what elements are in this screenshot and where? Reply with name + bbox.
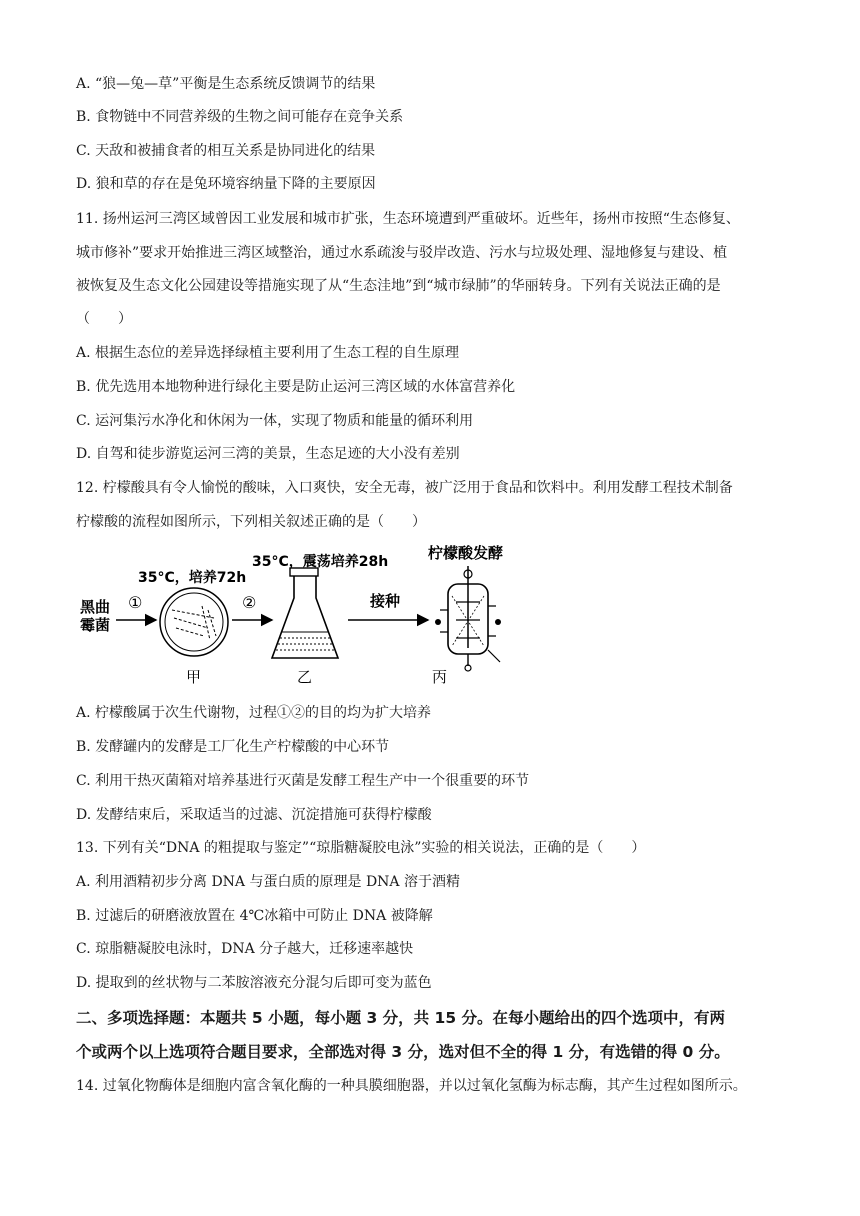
q13-stem: 13. 下列有关“DNA 的粗提取与鉴定”“琼脂糖凝胶电泳”实验的相关说法，正确的是（ ） <box>76 840 646 856</box>
q11-answer-paren: （ ） <box>76 311 132 327</box>
q12-option-c: C. 利用干热灭菌箱对培养基进行灭菌是发酵工程生产中一个很重要的环节 <box>76 773 530 789</box>
q10-option-c: C. 天敌和被捕食者的相互关系是协同进化的结果 <box>76 143 376 159</box>
q11-option-b: B. 优先选用本地物种进行绿化主要是防止运河三湾区域的水体富营养化 <box>76 379 516 395</box>
inoculate-label: 接种 <box>370 592 401 610</box>
q12-stem-line-1: 12. 柠檬酸具有令人愉悦的酸味，入口爽快，安全无毒，被广泛用于食品和饮料中。利用发酵工程技术制备 <box>76 480 733 496</box>
q12-option-d: D. 发酵结束后，采取适当的过滤、沉淀措施可获得柠檬酸 <box>76 807 432 823</box>
step-1-label: ① <box>128 593 143 612</box>
fermentation-title: 柠檬酸发酵 <box>428 544 504 562</box>
fermenter-tank-icon <box>435 566 501 671</box>
label-bing: 丙 <box>432 668 448 686</box>
q13-option-b: B. 过滤后的研磨液放置在 4℃冰箱中可防止 DNA 被降解 <box>76 908 433 924</box>
q10-option-a: A. “狼—兔—草”平衡是生态系统反馈调节的结果 <box>76 76 376 92</box>
label-yi: 乙 <box>297 668 313 686</box>
section-2-heading-line-2: 个或两个以上选项符合题目要求，全部选对得 3 分，选对但不全的得 1 分，有选错的得 0 分。 <box>76 1043 730 1061</box>
source-label-top: 黑曲 <box>80 598 111 616</box>
q11-stem-line-3: 被恢复及生态文化公园建设等措施实现了从“生态洼地”到“城市绿肺”的华丽转身。下列有关说法正确的是 <box>76 278 721 294</box>
q12-option-a: A. 柠檬酸属于次生代谢物，过程①②的目的均为扩大培养 <box>76 705 432 721</box>
petri-dish-icon <box>160 588 228 656</box>
q11-option-d: D. 自驾和徒步游览运河三湾的美景，生态足迹的大小没有差别 <box>76 446 460 462</box>
conical-flask-icon <box>272 568 338 658</box>
q14-stem: 14. 过氧化物酶体是细胞内富含氧化酶的一种具膜细胞器，并以过氧化氢酶为标志酶，其产生过程如图所示。 <box>76 1078 747 1094</box>
step-2-label: ② <box>242 593 257 612</box>
q11-stem-line-2: 城市修补”要求开始推进三湾区域整治，通过水系疏浚与驳岸改造、污水与垃圾处理、湿地修复与建设、植 <box>76 245 728 261</box>
q11-stem-line-1: 11. 扬州运河三湾区域曾因工业发展和城市扩张，生态环境遭到严重破坏。近些年，扬州市按照“生态修复、 <box>76 211 740 227</box>
source-label-bottom: 霉菌 <box>80 616 111 634</box>
condition-1: 35°C，培养72h <box>138 570 247 586</box>
q10-option-d: D. 狼和草的存在是兔环境容纳量下降的主要原因 <box>76 176 376 192</box>
q12-flow-diagram <box>76 540 526 690</box>
section-2-heading-line-1: 二、多项选择题：本题共 5 小题，每小题 3 分，共 15 分。在每小题给出的四个选项中，有两 <box>76 1009 726 1027</box>
q12-option-b: B. 发酵罐内的发酵是工厂化生产柠檬酸的中心环节 <box>76 739 390 755</box>
q10-option-b: B. 食物链中不同营养级的生物之间可能存在竞争关系 <box>76 109 404 125</box>
q11-option-a: A. 根据生态位的差异选择绿植主要利用了生态工程的自生原理 <box>76 345 460 361</box>
q13-option-d: D. 提取到的丝状物与二苯胺溶液充分混匀后即可变为蓝色 <box>76 975 432 991</box>
q13-option-c: C. 琼脂糖凝胶电泳时，DNA 分子越大，迁移速率越快 <box>76 941 414 957</box>
q12-stem-line-2: 柠檬酸的流程如图所示，下列相关叙述正确的是（ ） <box>76 514 426 530</box>
q11-option-c: C. 运河集污水净化和休闲为一体，实现了物质和能量的循环利用 <box>76 413 474 429</box>
label-jia: 甲 <box>186 668 202 686</box>
q13-option-a: A. 利用酒精初步分离 DNA 与蛋白质的原理是 DNA 溶于酒精 <box>76 874 460 890</box>
condition-2: 35°C，震荡培养28h <box>252 554 389 570</box>
